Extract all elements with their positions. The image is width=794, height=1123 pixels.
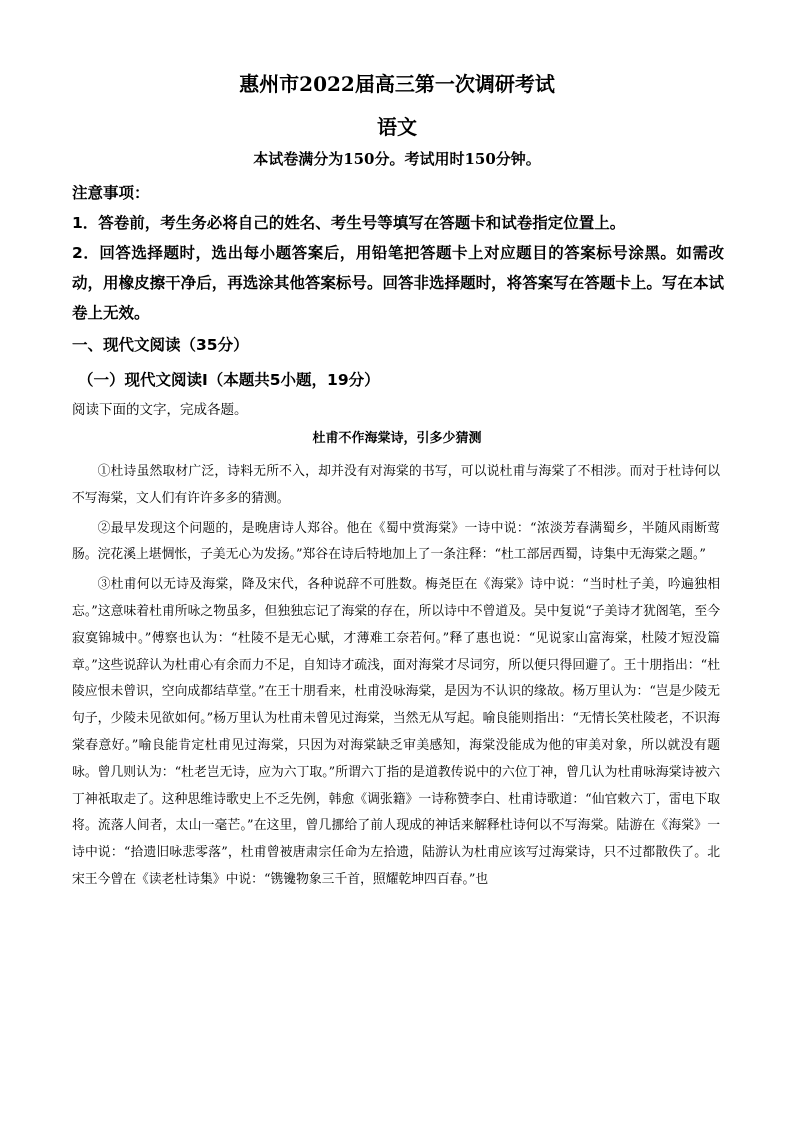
article-paragraph-3: ③杜甫何以无诗及海棠，降及宋代，各种说辞不可胜数。梅尧臣在《海棠》诗中说：“当时杜子美，吟遍独相忘。”这意味着杜甫所咏之物虽多，但独独忘记了海棠的存在，所以诗中不曾道及。吴中复说“子美诗才犹阁笔，至今寂寞锦城中。”傅察也认为：“杜陵不是无心赋，才薄难工奈若何。”释了惠也说：“见说家山富海棠，杜陵才短没篇章。”这些说辞认为杜甫心有余而力不足，自知诗才疏浅，面对海棠才尽词穷，所以便只得回避了。王十朋指出：“杜陵应恨未曾识，空向成都结草堂。”在王十朋看来，杜甫没咏海棠，是因为不认识的缘故。杨万里认为：“岂是少陵无句子，少陵未见欲如何。”杨万里认为杜甫未曾见过海棠，当然无从写起。喻良能则指出：“无情长笑杜陵老，不识海棠春意好。”喻良能肯定杜甫见过海棠，只因为对海棠缺乏审美感知，海棠没能成为他的审美对象，所以就没有题咏。曾几则认为：“杜老岂无诗，应为六丁取。”所谓六丁指的是道教传说中的六位丁神，曾几认为杜甫咏海棠诗被六丁神祇取走了。这种思维诗歌史上不乏先例，韩愈《调张籍》一诗称赞李白、杜甫诗歌道：“仙官敕六丁，雷电下取将。流落人间者，太山一毫芒。”在这里，曾几挪给了前人现成的神话来解释杜诗何以不写海棠。陆游在《海棠》一诗中说：“拾遗旧咏悲零落”，杜甫曾被唐肃宗任命为左拾遗，陆游认为杜甫应该写过海棠诗，只不过都散佚了。北宋王今曾在《读老杜诗集》中说：“镌镵物象三千首，照耀乾坤四百春。”也	[72, 577, 720, 887]
exam-info: 本试卷满分为150分。考试用时150分钟。	[253, 150, 541, 168]
exam-title: 惠州市2022届高三第一次调研考试	[239, 72, 555, 96]
notice-label: 注意事项：	[72, 184, 150, 202]
subject-heading: 语文	[377, 115, 417, 139]
article-body	[72, 459, 720, 897]
reading-instruction: 阅读下面的文字，完成各题。	[72, 402, 248, 418]
notice-item-2: 2．回答选择题时，选出每小题答案后，用铅笔把答题卡上对应题目的答案标号涂黑。如需改动，用橡皮擦干净后，再选涂其他答案标号。回答非选择题时，将答案写在答题卡上。写在本试卷上无效。	[72, 244, 724, 322]
section-heading: 一、现代文阅读（35分）	[72, 336, 249, 354]
article-title: 杜甫不作海棠诗，引多少猜测	[312, 431, 482, 446]
subsection-heading: （一）现代文阅读Ⅰ（本题共5小题，19分）	[78, 371, 380, 389]
article-paragraph-2: ②最早发现这个问题的，是晚唐诗人郑谷。他在《蜀中赏海棠》一诗中说：“浓淡芳春满蜀乡，半随风雨断莺肠。浣花溪上堪惆怅，子美无心为发扬。”郑谷在诗后特地加上了一条注释：“杜工部居西蜀，诗集中无海棠之题。”	[72, 520, 720, 563]
notice-item-1: 1．答卷前，考生务必将自己的姓名、考生号等填写在答题卡和试卷指定位置上。	[72, 214, 626, 232]
article-paragraph-1: ①杜诗虽然取材广泛，诗料无所不入，却并没有对海棠的书写，可以说杜甫与海棠了不相涉。而对于杜诗何以不写海棠，文人们有许许多多的猜测。	[72, 464, 720, 506]
